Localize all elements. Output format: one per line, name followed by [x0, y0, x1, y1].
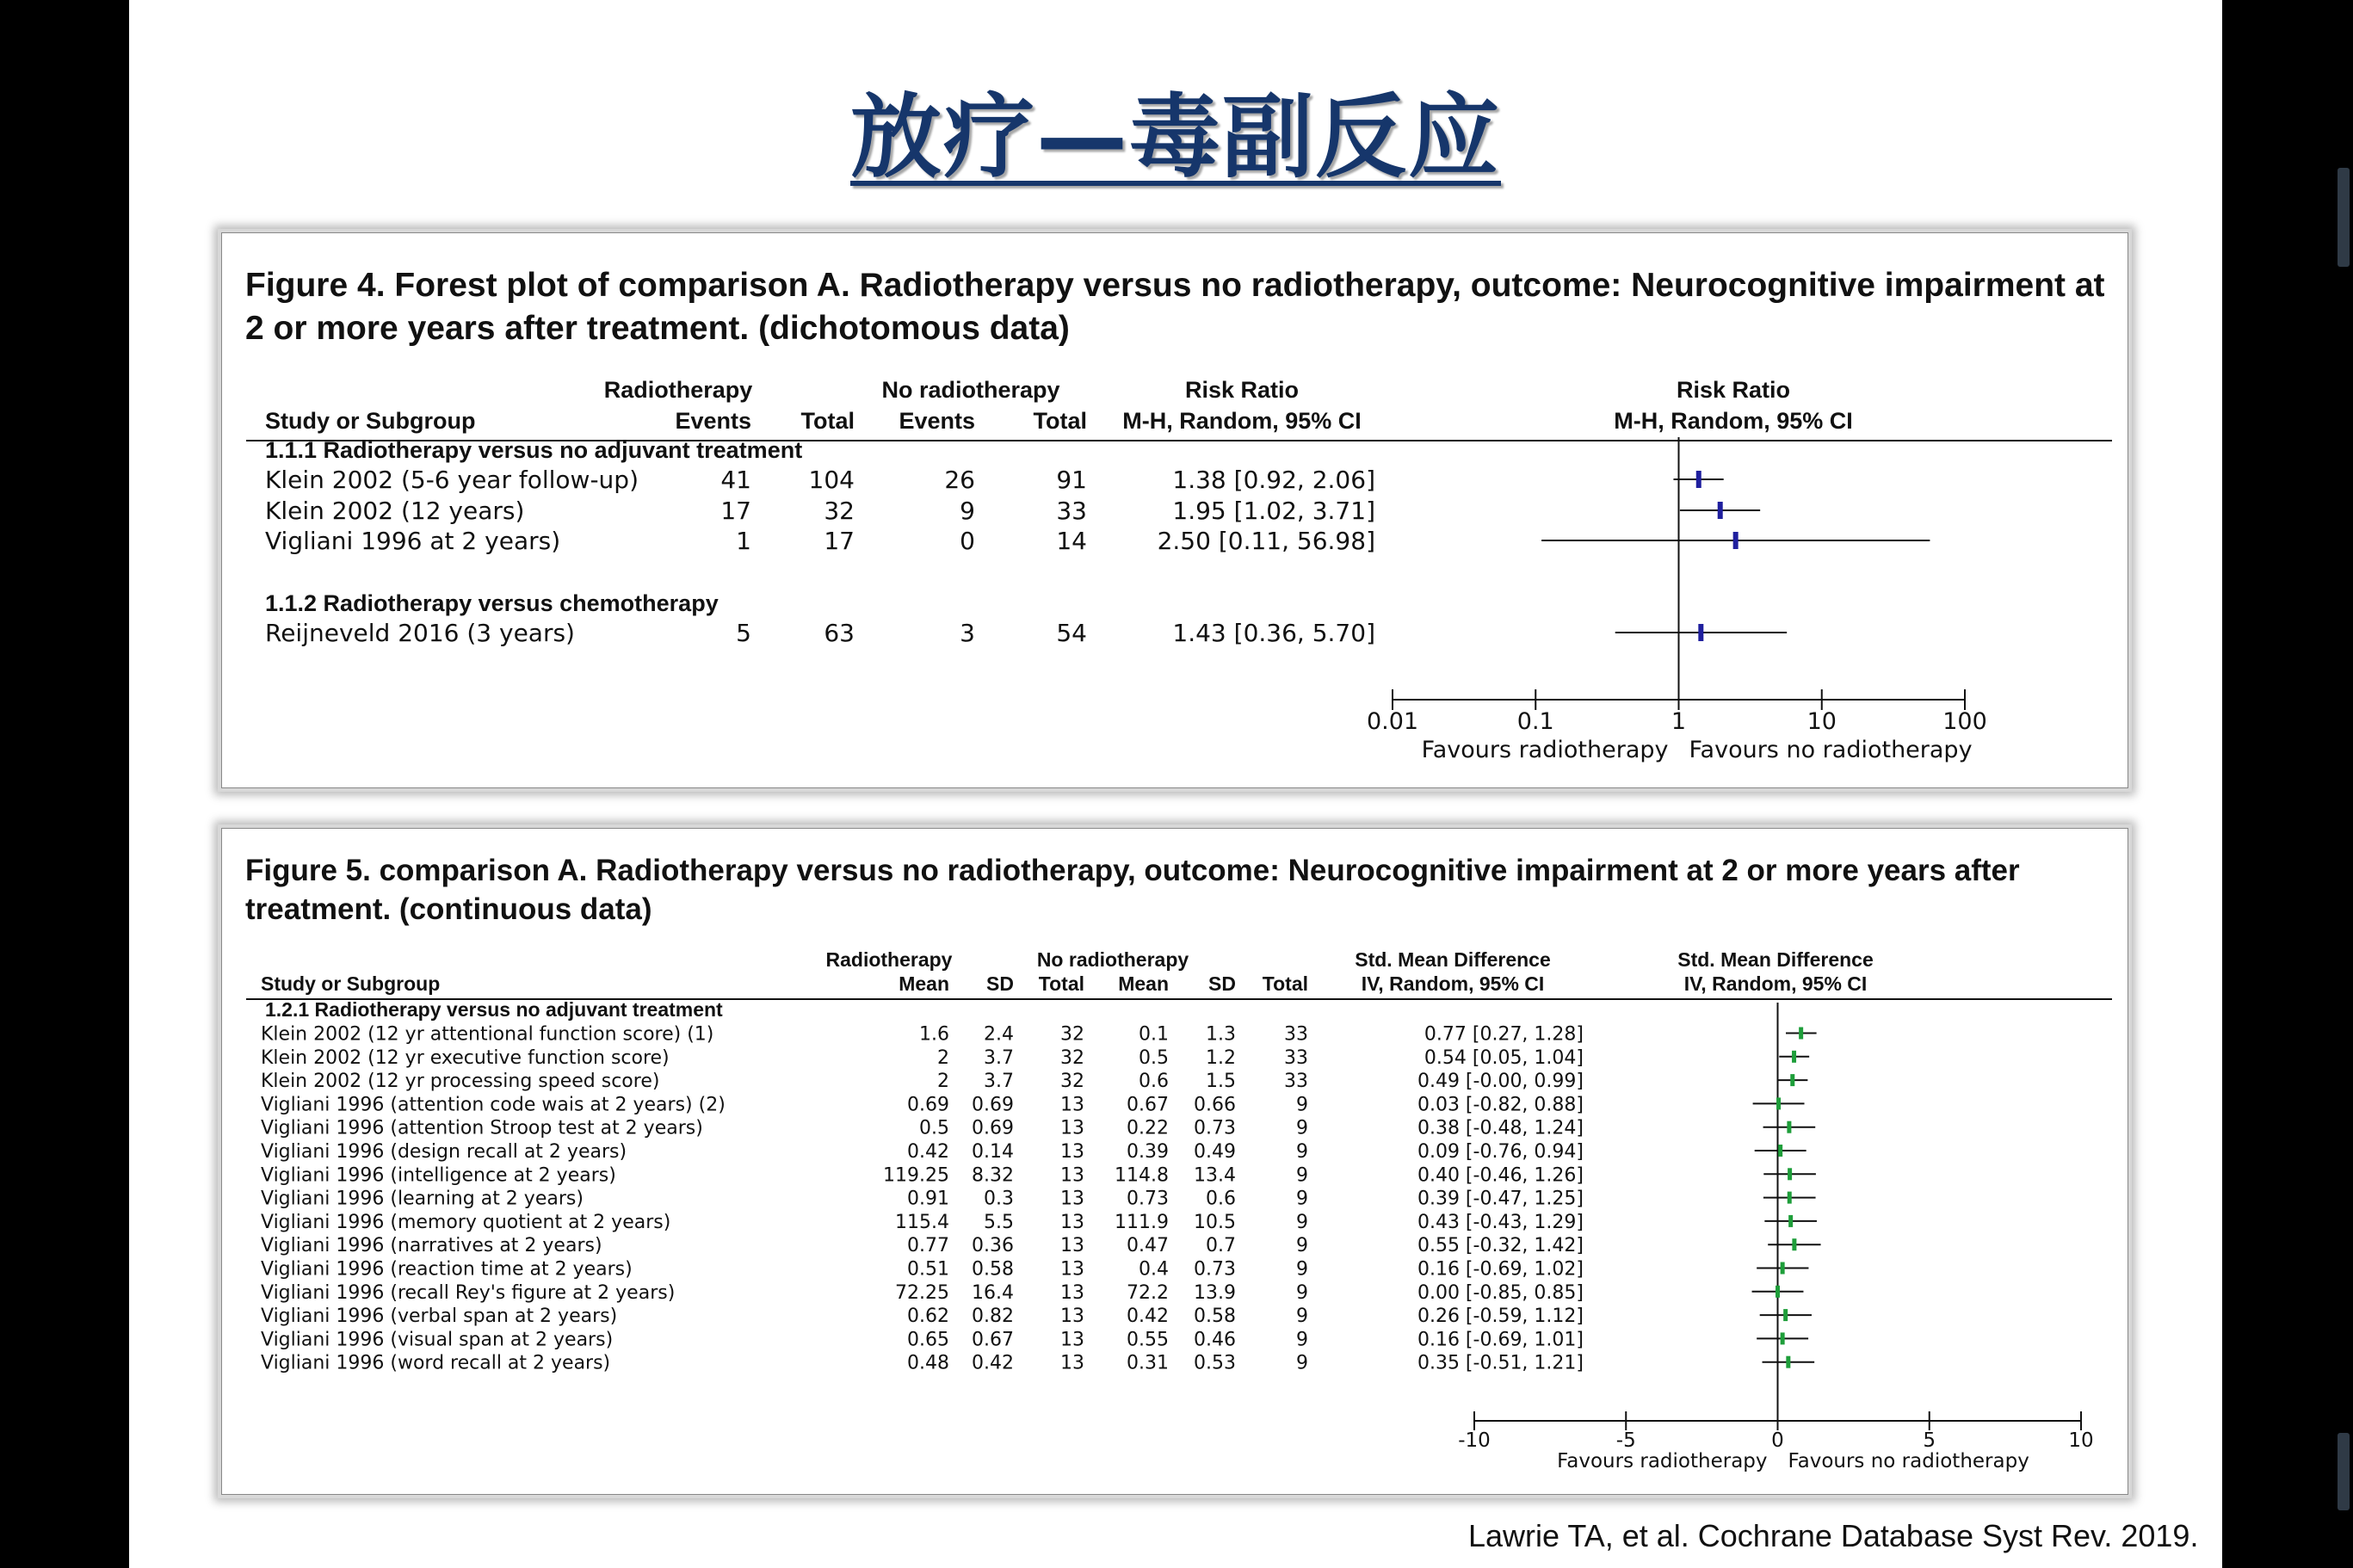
- sd-radiotherapy: 8.32: [972, 1164, 1014, 1187]
- events-radiotherapy: 41: [720, 466, 751, 494]
- total-radiotherapy: 32: [1060, 1071, 1084, 1093]
- study-name: Vigliani 1996 (visual span at 2 years): [261, 1329, 614, 1351]
- sd-radiotherapy: 3.7: [984, 1046, 1014, 1069]
- smd-ci: 0.26 [-0.59, 1.12]: [1417, 1306, 1584, 1328]
- header-method: M-H, Random, 95% CI: [1122, 408, 1362, 434]
- total-radiotherapy: 13: [1060, 1094, 1084, 1116]
- header-events: Events: [899, 408, 975, 434]
- sd-radiotherapy: 0.58: [972, 1258, 1014, 1281]
- total-no-radiotherapy: 9: [1296, 1188, 1308, 1210]
- study-name: Vigliani 1996 (verbal span at 2 years): [261, 1306, 618, 1328]
- total-no-radiotherapy: 14: [1056, 527, 1087, 555]
- header-total: Total: [1033, 408, 1087, 434]
- mean-no-radiotherapy: 0.6: [1139, 1071, 1169, 1093]
- mean-radiotherapy: 0.65: [907, 1329, 949, 1351]
- mean-radiotherapy: 0.42: [907, 1141, 949, 1163]
- point-estimate: [1787, 1121, 1791, 1133]
- header-risk-ratio-plot: Risk Ratio: [1676, 377, 1791, 403]
- sd-radiotherapy: 0.69: [972, 1117, 1014, 1139]
- smd-ci: 0.40 [-0.46, 1.26]: [1417, 1164, 1584, 1187]
- total-no-radiotherapy: 91: [1056, 466, 1087, 494]
- header-risk-ratio: Risk Ratio: [1184, 377, 1300, 403]
- total-no-radiotherapy: 54: [1056, 619, 1087, 647]
- mean-radiotherapy: 115.4: [895, 1211, 949, 1233]
- x-tick-label: 0: [1771, 1429, 1784, 1452]
- mean-radiotherapy: 2: [937, 1071, 949, 1093]
- sd-radiotherapy: 0.69: [972, 1094, 1014, 1116]
- mean-no-radiotherapy: 0.55: [1127, 1329, 1169, 1351]
- total-radiotherapy: 32: [1060, 1023, 1084, 1046]
- study-name: Vigliani 1996 (recall Rey's figure at 2 years): [261, 1281, 676, 1304]
- figure-4-panel: [221, 232, 2128, 788]
- header-sd: SD: [986, 972, 1014, 995]
- smd-ci: 0.55 [-0.32, 1.42]: [1417, 1235, 1584, 1257]
- point-estimate: [1776, 1097, 1781, 1109]
- x-tick-label: 0.01: [1366, 708, 1419, 735]
- sd-no-radiotherapy: 1.3: [1206, 1023, 1236, 1046]
- risk-ratio-ci: 1.38 [0.92, 2.06]: [1172, 466, 1375, 494]
- point-estimate: [1698, 624, 1703, 641]
- total-no-radiotherapy: 9: [1296, 1164, 1308, 1187]
- total-no-radiotherapy: 9: [1296, 1329, 1308, 1351]
- favours-left-label: Favours radiotherapy: [1557, 1450, 1768, 1472]
- point-estimate: [1696, 471, 1701, 488]
- study-name: Vigliani 1996 (reaction time at 2 years): [261, 1258, 633, 1281]
- figure-5-forest-plot: [222, 829, 2128, 1494]
- sd-radiotherapy: 0.3: [984, 1188, 1014, 1210]
- mean-no-radiotherapy: 0.67: [1127, 1094, 1169, 1116]
- sd-no-radiotherapy: 0.46: [1194, 1329, 1236, 1351]
- citation: Lawrie TA, et al. Cochrane Database Syst Rev. 2019.: [1468, 1518, 2199, 1553]
- total-no-radiotherapy: 9: [1296, 1281, 1308, 1304]
- smd-ci: 0.00 [-0.85, 0.85]: [1417, 1281, 1584, 1304]
- smd-ci: 0.49 [-0.00, 0.99]: [1417, 1071, 1584, 1093]
- mean-radiotherapy: 0.5: [919, 1117, 949, 1139]
- total-radiotherapy: 13: [1060, 1258, 1084, 1281]
- sd-no-radiotherapy: 0.58: [1194, 1306, 1236, 1328]
- header-no-radiotherapy: No radiotherapy: [881, 377, 1060, 403]
- total-radiotherapy: 13: [1060, 1281, 1084, 1304]
- mean-radiotherapy: 0.62: [907, 1306, 949, 1328]
- header-total: Total: [800, 408, 855, 434]
- smd-ci: 0.43 [-0.43, 1.29]: [1417, 1211, 1584, 1233]
- risk-ratio-ci: 2.50 [0.11, 56.98]: [1157, 527, 1375, 555]
- figure-5-panel: [221, 828, 2128, 1495]
- total-no-radiotherapy: 9: [1296, 1235, 1308, 1257]
- point-estimate: [1799, 1028, 1803, 1040]
- header-smd-plot: Std. Mean Difference: [1677, 948, 1874, 971]
- point-estimate: [1788, 1168, 1792, 1180]
- x-tick-label: 1: [1671, 708, 1687, 735]
- total-radiotherapy: 13: [1060, 1235, 1084, 1257]
- study-name: Vigliani 1996 (design recall at 2 years): [261, 1141, 627, 1163]
- total-radiotherapy: 13: [1060, 1188, 1084, 1210]
- sd-no-radiotherapy: 0.73: [1194, 1258, 1236, 1281]
- study-name: Reijneveld 2016 (3 years): [265, 619, 575, 647]
- events-radiotherapy: 1: [736, 527, 751, 555]
- mean-no-radiotherapy: 0.5: [1139, 1046, 1169, 1069]
- total-no-radiotherapy: 9: [1296, 1306, 1308, 1328]
- point-estimate: [1788, 1192, 1792, 1204]
- smd-ci: 0.09 [-0.76, 0.94]: [1417, 1141, 1584, 1163]
- x-tick-label: 0.1: [1516, 708, 1554, 735]
- header-total: Total: [1038, 972, 1084, 995]
- total-radiotherapy: 13: [1060, 1211, 1084, 1233]
- events-radiotherapy: 5: [736, 619, 751, 647]
- events-no-radiotherapy: 26: [944, 466, 975, 494]
- figure-4-forest-plot: [222, 233, 2128, 787]
- mean-radiotherapy: 0.48: [907, 1352, 949, 1374]
- favours-right-label: Favours no radiotherapy: [1689, 737, 1973, 763]
- sd-radiotherapy: 3.7: [984, 1071, 1014, 1093]
- mean-no-radiotherapy: 0.1: [1139, 1023, 1169, 1046]
- sd-radiotherapy: 0.14: [972, 1141, 1014, 1163]
- total-radiotherapy: 104: [808, 466, 855, 494]
- mean-radiotherapy: 0.51: [907, 1258, 949, 1281]
- sd-no-radiotherapy: 0.6: [1206, 1188, 1236, 1210]
- study-name: Vigliani 1996 (attention code wais at 2 years) (2): [261, 1094, 726, 1116]
- x-tick-label: 5: [1923, 1429, 1936, 1452]
- sd-no-radiotherapy: 13.9: [1194, 1281, 1236, 1304]
- study-name: Klein 2002 (5-6 year follow-up): [265, 466, 639, 494]
- x-tick-label: -5: [1615, 1429, 1636, 1452]
- figure-5-title: Figure 5. comparison A. Radiotherapy versus no radiotherapy, outcome: Neurocognitive impairment at 2 or more years after treatment. (continuous data): [245, 854, 2020, 926]
- point-estimate: [1788, 1215, 1793, 1227]
- point-estimate: [1786, 1356, 1790, 1368]
- header-radiotherapy: Radiotherapy: [825, 948, 953, 971]
- point-estimate: [1778, 1145, 1782, 1157]
- side-scrollbar-bottom[interactable]: [2338, 1433, 2350, 1510]
- smd-ci: 0.16 [-0.69, 1.01]: [1417, 1329, 1584, 1351]
- total-radiotherapy: 63: [824, 619, 855, 647]
- header-total: Total: [1262, 972, 1308, 995]
- sd-no-radiotherapy: 0.73: [1194, 1117, 1236, 1139]
- mean-radiotherapy: 0.77: [907, 1235, 949, 1257]
- x-tick-label: 10: [1806, 708, 1837, 735]
- total-radiotherapy: 13: [1060, 1352, 1084, 1374]
- point-estimate: [1783, 1309, 1788, 1321]
- total-radiotherapy: 13: [1060, 1306, 1084, 1328]
- sd-no-radiotherapy: 1.2: [1206, 1046, 1236, 1069]
- point-estimate: [1792, 1051, 1796, 1063]
- mean-radiotherapy: 119.25: [883, 1164, 949, 1187]
- mean-radiotherapy: 1.6: [919, 1023, 949, 1046]
- study-name: Klein 2002 (12 years): [265, 497, 525, 525]
- sd-radiotherapy: 0.82: [972, 1306, 1014, 1328]
- header-sd: SD: [1208, 972, 1236, 995]
- sd-radiotherapy: 0.42: [972, 1352, 1014, 1374]
- mean-radiotherapy: 72.25: [895, 1281, 949, 1304]
- header-study: Study or Subgroup: [265, 408, 476, 434]
- risk-ratio-ci: 1.95 [1.02, 3.71]: [1172, 497, 1375, 525]
- study-name: Klein 2002 (12 yr attentional function score) (1): [261, 1023, 714, 1046]
- sd-no-radiotherapy: 1.5: [1206, 1071, 1236, 1093]
- smd-ci: 0.39 [-0.47, 1.25]: [1417, 1188, 1584, 1210]
- x-tick-label: 10: [2068, 1429, 2094, 1452]
- point-estimate: [1718, 502, 1723, 519]
- subgroup-label: 1.2.1 Radiotherapy versus no adjuvant treatment: [265, 998, 723, 1021]
- smd-ci: 0.03 [-0.82, 0.88]: [1417, 1094, 1584, 1116]
- total-radiotherapy: 32: [1060, 1046, 1084, 1069]
- sd-radiotherapy: 0.36: [972, 1235, 1014, 1257]
- favours-left-label: Favours radiotherapy: [1421, 737, 1669, 763]
- smd-ci: 0.77 [0.27, 1.28]: [1424, 1023, 1584, 1046]
- sd-radiotherapy: 16.4: [972, 1281, 1014, 1304]
- x-tick-label: 100: [1942, 708, 1987, 735]
- total-radiotherapy: 13: [1060, 1117, 1084, 1139]
- total-no-radiotherapy: 9: [1296, 1117, 1308, 1139]
- total-no-radiotherapy: 9: [1296, 1352, 1308, 1374]
- study-name: Vigliani 1996 at 2 years): [265, 527, 561, 555]
- total-no-radiotherapy: 9: [1296, 1258, 1308, 1281]
- study-name: Vigliani 1996 (word recall at 2 years): [261, 1352, 611, 1374]
- header-no-radiotherapy: No radiotherapy: [1036, 948, 1189, 971]
- sd-radiotherapy: 0.67: [972, 1329, 1014, 1351]
- point-estimate: [1792, 1238, 1796, 1250]
- total-no-radiotherapy: 33: [1284, 1071, 1308, 1093]
- smd-ci: 0.38 [-0.48, 1.24]: [1417, 1117, 1584, 1139]
- slide-title: 放疗—毒副反应: [850, 84, 1501, 190]
- total-no-radiotherapy: 33: [1284, 1046, 1308, 1069]
- events-radiotherapy: 17: [720, 497, 751, 525]
- study-name: Vigliani 1996 (memory quotient at 2 years): [261, 1211, 671, 1233]
- risk-ratio-ci: 1.43 [0.36, 5.70]: [1172, 619, 1375, 647]
- total-radiotherapy: 17: [824, 527, 855, 555]
- mean-radiotherapy: 2: [937, 1046, 949, 1069]
- header-method: IV, Random, 95% CI: [1361, 972, 1545, 995]
- mean-no-radiotherapy: 111.9: [1115, 1211, 1169, 1233]
- sd-radiotherapy: 2.4: [984, 1023, 1014, 1046]
- subgroup-label: 1.1.2 Radiotherapy versus chemotherapy: [265, 590, 719, 616]
- study-name: Klein 2002 (12 yr processing speed score): [261, 1071, 660, 1093]
- subgroup-label: 1.1.1 Radiotherapy versus no adjuvant treatment: [265, 437, 803, 463]
- header-radiotherapy: Radiotherapy: [603, 377, 753, 403]
- point-estimate: [1776, 1286, 1780, 1298]
- study-name: Vigliani 1996 (attention Stroop test at 2 years): [261, 1117, 703, 1139]
- total-no-radiotherapy: 9: [1296, 1141, 1308, 1163]
- slide: [129, 0, 2222, 1568]
- sd-no-radiotherapy: 13.4: [1194, 1164, 1236, 1187]
- mean-no-radiotherapy: 0.31: [1127, 1352, 1169, 1374]
- point-estimate: [1733, 532, 1739, 549]
- point-estimate: [1790, 1074, 1794, 1086]
- sd-no-radiotherapy: 0.7: [1206, 1235, 1236, 1257]
- favours-right-label: Favours no radiotherapy: [1788, 1450, 2029, 1472]
- events-no-radiotherapy: 0: [960, 527, 975, 555]
- figure-4-title: Figure 4. Forest plot of comparison A. Radiotherapy versus no radiotherapy, outcome: Neurocognitive impairment at 2 or more years after treatment. (dichotomous data): [245, 267, 2105, 347]
- total-radiotherapy: 13: [1060, 1164, 1084, 1187]
- events-no-radiotherapy: 9: [960, 497, 975, 525]
- total-radiotherapy: 13: [1060, 1141, 1084, 1163]
- events-no-radiotherapy: 3: [960, 619, 975, 647]
- sd-radiotherapy: 5.5: [984, 1211, 1014, 1233]
- side-scrollbar[interactable]: [2338, 168, 2350, 267]
- mean-radiotherapy: 0.69: [907, 1094, 949, 1116]
- sd-no-radiotherapy: 0.66: [1194, 1094, 1236, 1116]
- x-tick-label: -10: [1458, 1429, 1491, 1452]
- smd-ci: 0.16 [-0.69, 1.02]: [1417, 1258, 1584, 1281]
- total-radiotherapy: 13: [1060, 1329, 1084, 1351]
- study-name: Vigliani 1996 (narratives at 2 years): [261, 1235, 602, 1257]
- study-name: Klein 2002 (12 yr executive function score): [261, 1046, 670, 1069]
- total-no-radiotherapy: 33: [1056, 497, 1087, 525]
- header-mean: Mean: [1118, 972, 1169, 995]
- smd-ci: 0.35 [-0.51, 1.21]: [1417, 1352, 1584, 1374]
- mean-no-radiotherapy: 0.22: [1127, 1117, 1169, 1139]
- total-radiotherapy: 32: [824, 497, 855, 525]
- mean-no-radiotherapy: 114.8: [1115, 1164, 1169, 1187]
- total-no-radiotherapy: 33: [1284, 1023, 1308, 1046]
- smd-ci: 0.54 [0.05, 1.04]: [1424, 1046, 1584, 1069]
- mean-no-radiotherapy: 0.42: [1127, 1306, 1169, 1328]
- header-method-plot: M-H, Random, 95% CI: [1614, 408, 1853, 434]
- point-estimate: [1781, 1332, 1785, 1344]
- mean-no-radiotherapy: 72.2: [1127, 1281, 1169, 1304]
- mean-no-radiotherapy: 0.73: [1127, 1188, 1169, 1210]
- total-no-radiotherapy: 9: [1296, 1094, 1308, 1116]
- header-mean: Mean: [899, 972, 949, 995]
- sd-no-radiotherapy: 0.53: [1194, 1352, 1236, 1374]
- study-name: Vigliani 1996 (intelligence at 2 years): [261, 1164, 616, 1187]
- total-no-radiotherapy: 9: [1296, 1211, 1308, 1233]
- mean-no-radiotherapy: 0.47: [1127, 1235, 1169, 1257]
- study-name: Vigliani 1996 (learning at 2 years): [261, 1188, 584, 1210]
- sd-no-radiotherapy: 0.49: [1194, 1141, 1236, 1163]
- sd-no-radiotherapy: 10.5: [1194, 1211, 1236, 1233]
- header-study: Study or Subgroup: [261, 972, 441, 995]
- header-method-plot: IV, Random, 95% CI: [1683, 972, 1868, 995]
- point-estimate: [1781, 1262, 1785, 1275]
- header-smd: Std. Mean Difference: [1355, 948, 1551, 971]
- header-events: Events: [675, 408, 751, 434]
- mean-no-radiotherapy: 0.39: [1127, 1141, 1169, 1163]
- mean-no-radiotherapy: 0.4: [1139, 1258, 1169, 1281]
- mean-radiotherapy: 0.91: [907, 1188, 949, 1210]
